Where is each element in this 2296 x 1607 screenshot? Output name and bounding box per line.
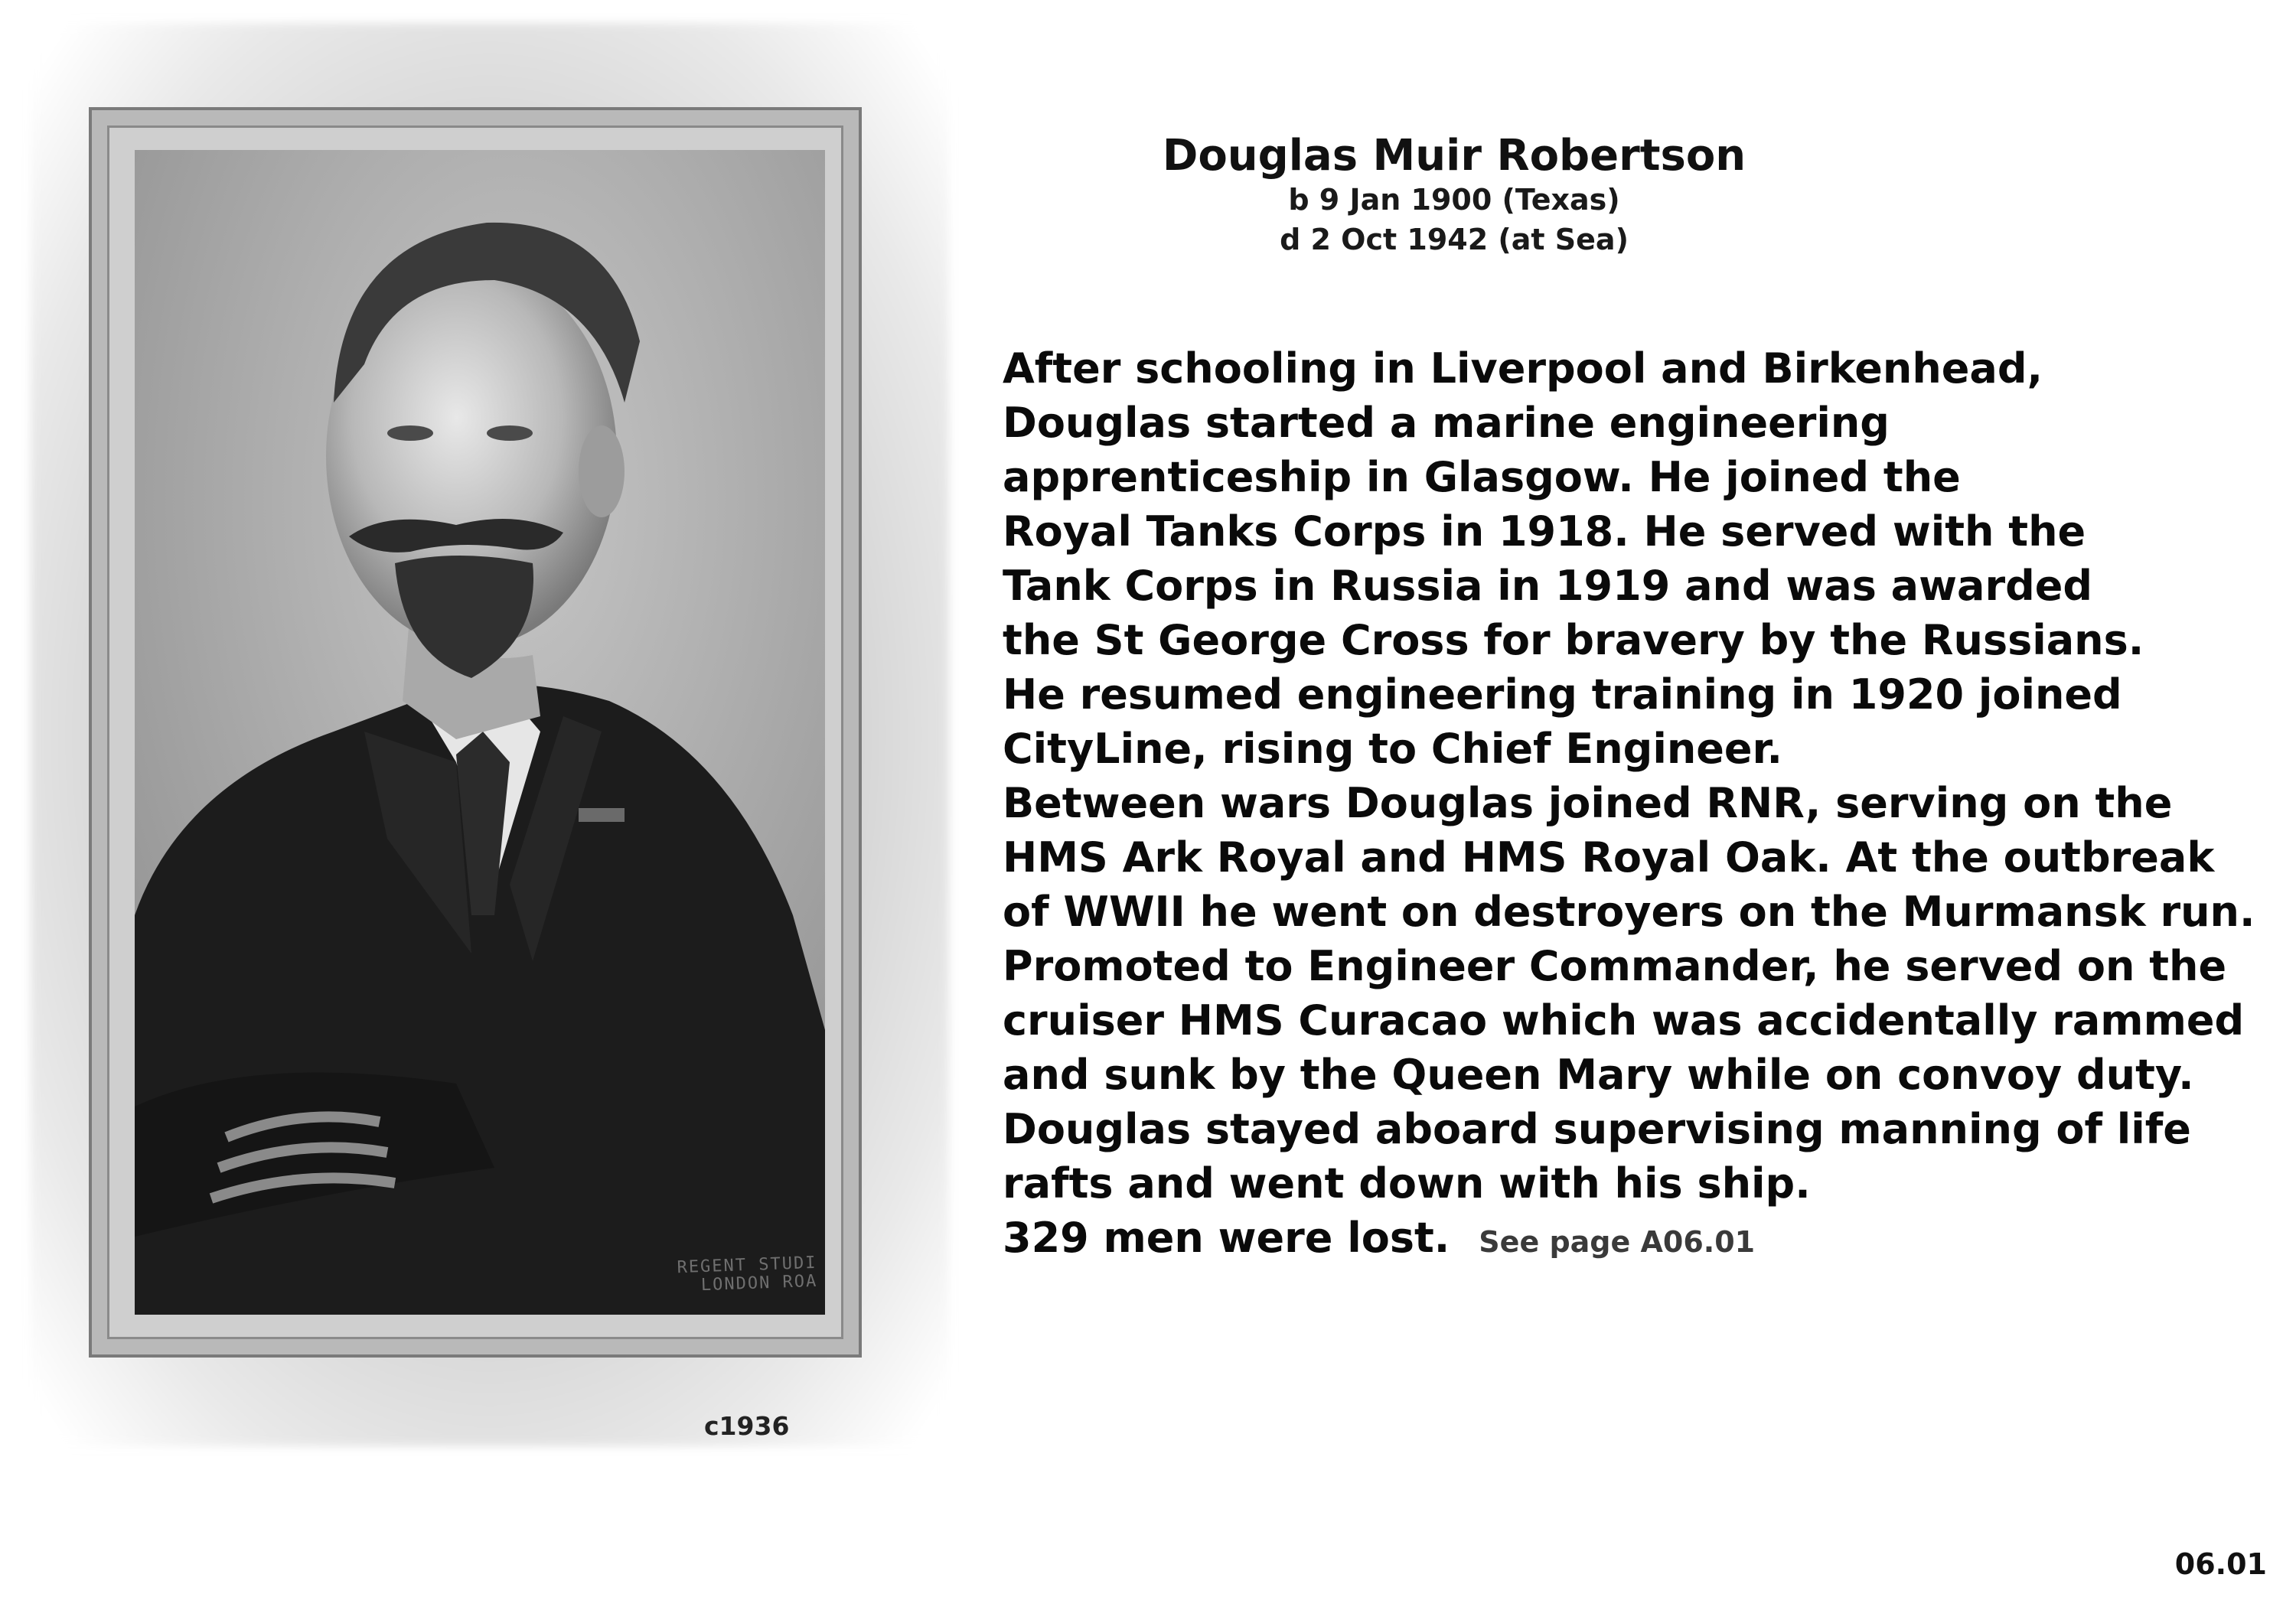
see-page-reference: See page A06.01: [1479, 1225, 1756, 1259]
bio-line: Promoted to Engineer Commander, he served on the: [1003, 942, 2227, 990]
bio-line: Douglas started a marine engineering: [1003, 399, 1890, 447]
bio-line: Between wars Douglas joined RNR, serving on the: [1003, 779, 2173, 827]
bio-line: Royal Tanks Corps in 1918. He served with the: [1003, 507, 2086, 556]
bio-line: the St George Cross for bravery by the Russians.: [1003, 616, 2144, 664]
bio-line: cruiser HMS Curacao which was accidentally rammed: [1003, 996, 2245, 1045]
bio-line: After schooling in Liverpool and Birkenhead,: [1003, 344, 2043, 393]
studio-mark-line1: REGENT STUDI: [677, 1253, 817, 1277]
bio-line: Tank Corps in Russia in 1919 and was awarded: [1003, 562, 2093, 610]
bio-line: rafts and went down with his ship.: [1003, 1159, 1811, 1208]
studio-mark: [677, 1253, 818, 1296]
bio-line: HMS Ark Royal and HMS Royal Oak. At the outbreak: [1003, 833, 2215, 882]
studio-mark-line2: LONDON ROA: [700, 1271, 818, 1295]
bio-last-line: [1003, 1211, 2288, 1270]
person-name: Douglas Muir Robertson: [1162, 131, 1746, 181]
bio-line: and sunk by the Queen Mary while on convoy duty.: [1003, 1051, 2194, 1099]
birth-date: b 9 Jan 1900 (Texas): [1288, 183, 1620, 217]
bio-line: CityLine, rising to Chief Engineer.: [1003, 725, 1782, 773]
portrait-photo: [135, 150, 825, 1315]
portrait-illustration: [135, 150, 825, 1315]
death-date: d 2 Oct 1942 (at Sea): [1280, 222, 1629, 256]
bio-line: 329 men were lost.: [1003, 1214, 1450, 1262]
bio-line: of WWII he went on destroyers on the Murmansk run.: [1003, 888, 2255, 936]
biography-text: [1003, 341, 2288, 1270]
person-header: [1071, 132, 1837, 259]
bio-line: Douglas stayed aboard supervising manning of life: [1003, 1105, 2191, 1153]
photo-caption-year: c1936: [704, 1411, 790, 1441]
bio-line: He resumed engineering training in 1920 joined: [1003, 670, 2122, 719]
page-number: 06.01: [2174, 1547, 2267, 1581]
bio-line: apprenticeship in Glasgow. He joined the: [1003, 453, 1961, 501]
